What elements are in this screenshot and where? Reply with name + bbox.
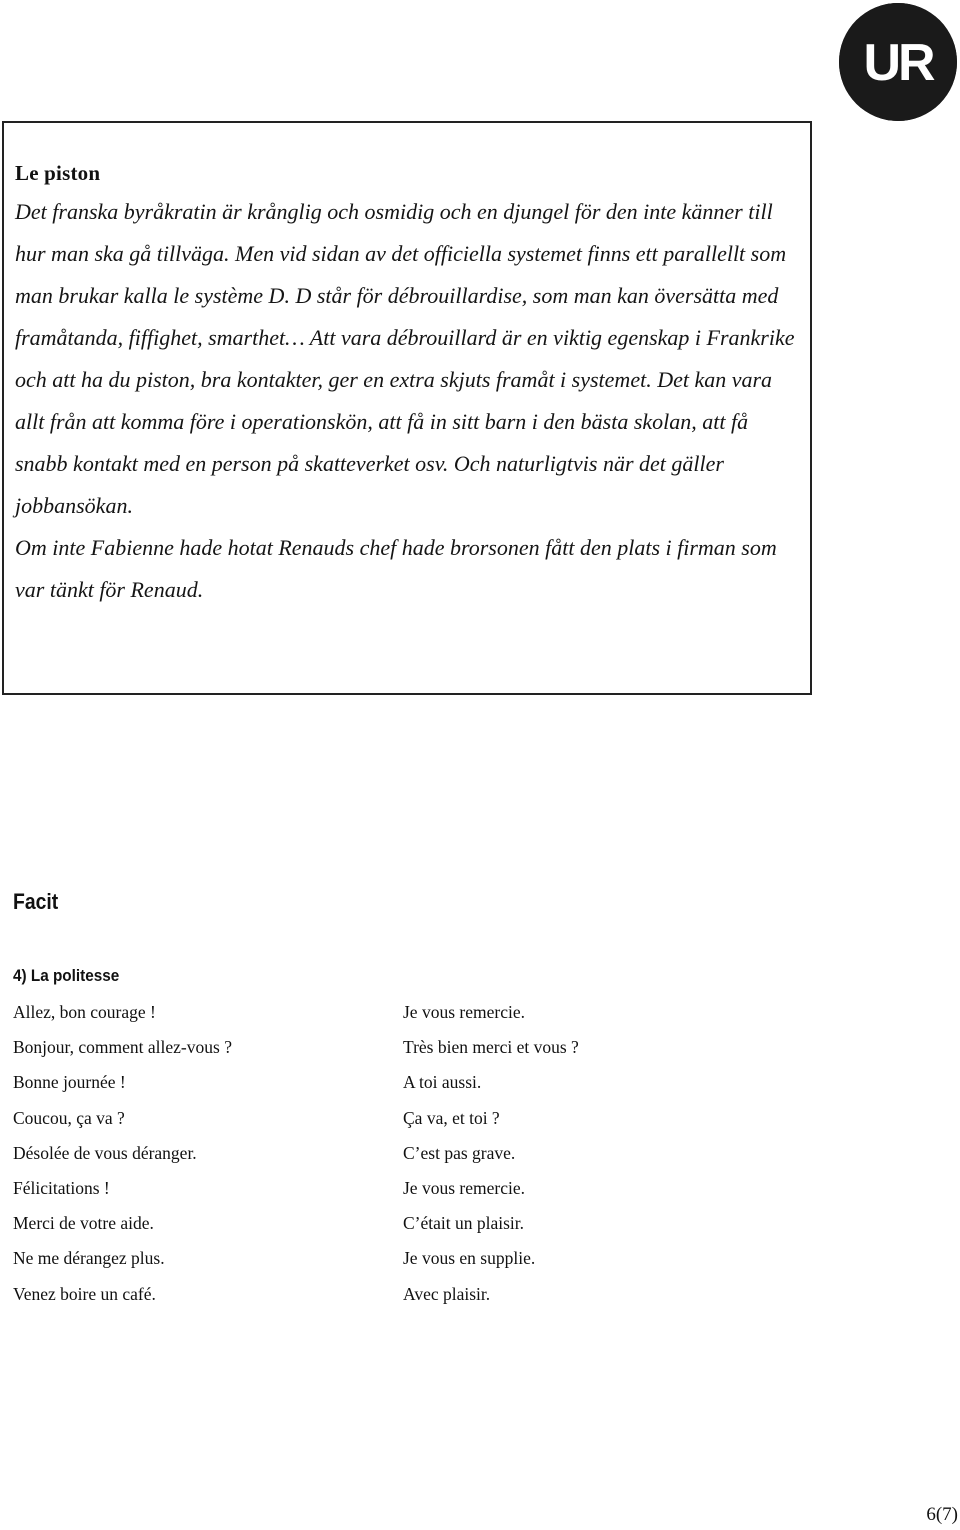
phrase: Ne me dérangez plus.	[13, 1248, 165, 1269]
response: Je vous remercie.	[403, 1177, 525, 1198]
answer-row	[13, 1140, 733, 1175]
phrase: Allez, bon courage !	[13, 1002, 156, 1022]
ur-logo	[839, 3, 957, 121]
phrase: Bonne journée !	[13, 1072, 126, 1093]
response: Ça va, et toi ?	[403, 1107, 500, 1128]
response: Je vous remercie.	[403, 1002, 525, 1022]
info-paragraph: Det franska byråkratin är krånglig och osmidig och en djungel för den inte känner till hur man ska gå tillväga. Men vid sidan av det officiella systemet finns ett parallellt som man brukar kalla le système D. D står för débrouillardise, som man kan översätta med framåtanda, fiffighet, smarthet… Att vara débrouillard är en viktig egenskap i Frankrike och att ha du piston, bra kontakter, ger en extra skjuts framåt i systemet. Det kan vara allt från att komma före i operationskön, att få in sitt barn i den bästa skolan, att få snabb kontakt med en person på skatteverket osv. Och naturligtvis när det gäller jobbansökan.	[15, 199, 795, 518]
info-box-body	[15, 191, 805, 611]
response: Avec plaisir.	[403, 1283, 491, 1304]
answer-row	[13, 1105, 733, 1140]
section-heading: 4) La politesse	[13, 966, 120, 985]
phrase: Bonjour, comment allez-vous ?	[13, 1037, 232, 1058]
response: A toi aussi.	[403, 1072, 482, 1093]
facit-heading: Facit	[13, 889, 59, 914]
response: Très bien merci et vous ?	[403, 1037, 579, 1058]
response: C’est pas grave.	[403, 1142, 516, 1163]
page-number: 6(7)	[926, 1504, 958, 1525]
info-box	[2, 121, 812, 695]
answer-row	[13, 1245, 733, 1280]
info-paragraph: Om inte Fabienne hade hotat Renauds chef hade brorsonen fått den plats i firman som var tänkt för Renaud.	[15, 535, 777, 602]
answer-row	[13, 1069, 733, 1104]
phrase: Désolée de vous déranger.	[13, 1142, 197, 1163]
answer-row	[13, 999, 733, 1034]
ur-logo-mark	[839, 3, 957, 121]
phrase: Venez boire un café.	[13, 1283, 156, 1304]
answer-row	[13, 1034, 733, 1069]
answer-list	[13, 999, 733, 1316]
answer-row	[13, 1210, 733, 1245]
response: Je vous en supplie.	[403, 1248, 536, 1269]
answer-row	[13, 1175, 733, 1210]
ur-logo-letters: UR	[863, 34, 933, 92]
phrase: Merci de votre aide.	[13, 1213, 154, 1234]
phrase: Félicitations !	[13, 1177, 110, 1198]
response: C’était un plaisir.	[403, 1213, 525, 1234]
phrase: Coucou, ça va ?	[13, 1107, 125, 1128]
answer-row	[13, 1281, 733, 1316]
info-box-title: Le piston	[15, 161, 101, 185]
